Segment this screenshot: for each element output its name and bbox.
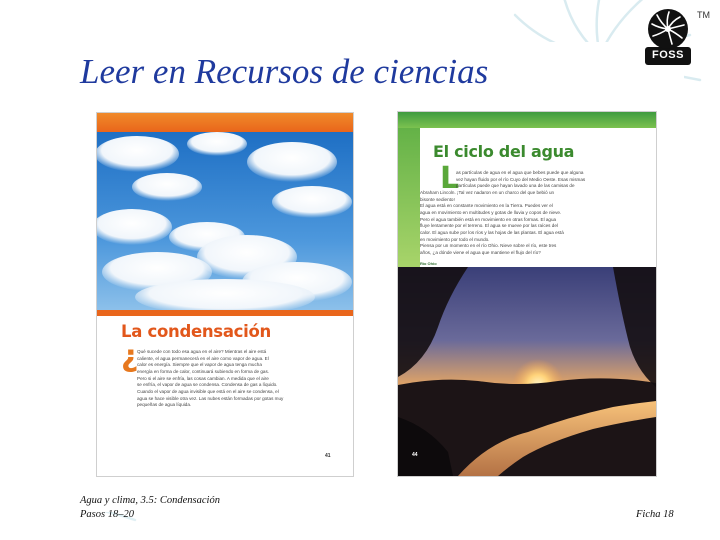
body-line: se enfría, el vapor de agua se condensa. Condensa de gas a líquido. [137, 382, 278, 388]
body-line: Cuando el vapor de agua invisible que está en el aire se condensa, el [137, 388, 279, 394]
body-line: energía en forma de calor, continuará subiendo en forma de gas. [137, 368, 270, 374]
water-cycle-body-text [420, 170, 642, 257]
lesson-caption [80, 494, 220, 521]
body-line: bisonte sediento! [420, 196, 455, 202]
page-number: 41 [325, 453, 331, 459]
drop-cap-letter: L [440, 161, 460, 196]
body-line: Abraham Lincoln. ¡Tal vez nadaron en un charco del que bebió un [420, 189, 555, 195]
body-line: Pero el agua también está en movimiento en otras formas. El agua [420, 216, 557, 222]
slide-number-caption: Ficha 18 [636, 509, 674, 520]
body-line: fluye lentamente por el terreno. El agua se mueve por las raíces del [420, 223, 558, 229]
river-sunset-image [398, 267, 656, 476]
body-line: Qué sucede con todo esa agua en el aire? Mientras el aire está [137, 349, 267, 354]
page-number: 44 [412, 452, 418, 458]
book-page-water-cycle [397, 111, 657, 477]
body-line: vez hayan fluido por el río Cuyo del Medio Oeste. Esas mismas [456, 176, 586, 182]
body-line: Pero si el aire se enfría, las cosas cambian. A medida que el aire [137, 375, 269, 381]
water-cycle-title: El ciclo del agua [433, 142, 575, 161]
body-line: calor. El agua sube por los ríos y las hojas de las plantas. El agua está [420, 229, 564, 235]
orange-header-band [97, 113, 353, 132]
orange-divider [97, 310, 353, 316]
slide-title: Leer en Recursos de ciencias [80, 52, 489, 91]
drop-question-mark: ¿ [121, 339, 139, 374]
body-line: Piensa por un momento en el río Ohio. Nieve sobre el río, este tres [420, 243, 557, 249]
condensation-title: La condensación [121, 322, 271, 341]
green-side-band [398, 112, 420, 267]
photo-caption: Río Ohio [420, 261, 437, 266]
green-header-band [398, 112, 656, 128]
lesson-caption-line1: Agua y clima, 3.5: Condensación [80, 495, 220, 506]
body-line: calor es energía. Siempre que el vapor de agua tenga mucha [137, 362, 262, 368]
trademark-mark: TM [697, 10, 710, 20]
body-line: en movimiento por todo el mundo. [420, 236, 490, 242]
body-line: pequeñas de agua líquida. [137, 402, 192, 408]
sky-clouds-image [97, 132, 353, 310]
body-line: partículas puede que hayan lavado una de las camisas de [456, 183, 575, 189]
body-line: El agua está en constante movimiento en la Tierra. Puedes ver el [420, 203, 553, 209]
body-line: agua se hace visible otra vez. Las nubes están formadas por gotas muy [137, 395, 284, 401]
body-line: años, ¿a dónde viene el agua que mantiene el flujo del río? [420, 249, 541, 255]
body-line: caliente, el agua permanecerá en el aire como vapor de agua. El [137, 355, 269, 361]
foss-logo-text: FOSS [652, 49, 684, 61]
book-page-condensation [96, 112, 354, 477]
body-line: as partículas de agua en el agua que bebes puede que alguna [456, 170, 584, 175]
condensation-body-text [137, 349, 337, 409]
body-line: agua en movimiento en multitudes y gotas de lluvia y copos de nieve. [420, 209, 562, 215]
lesson-caption-line2: Pasos 18–20 [80, 508, 134, 520]
